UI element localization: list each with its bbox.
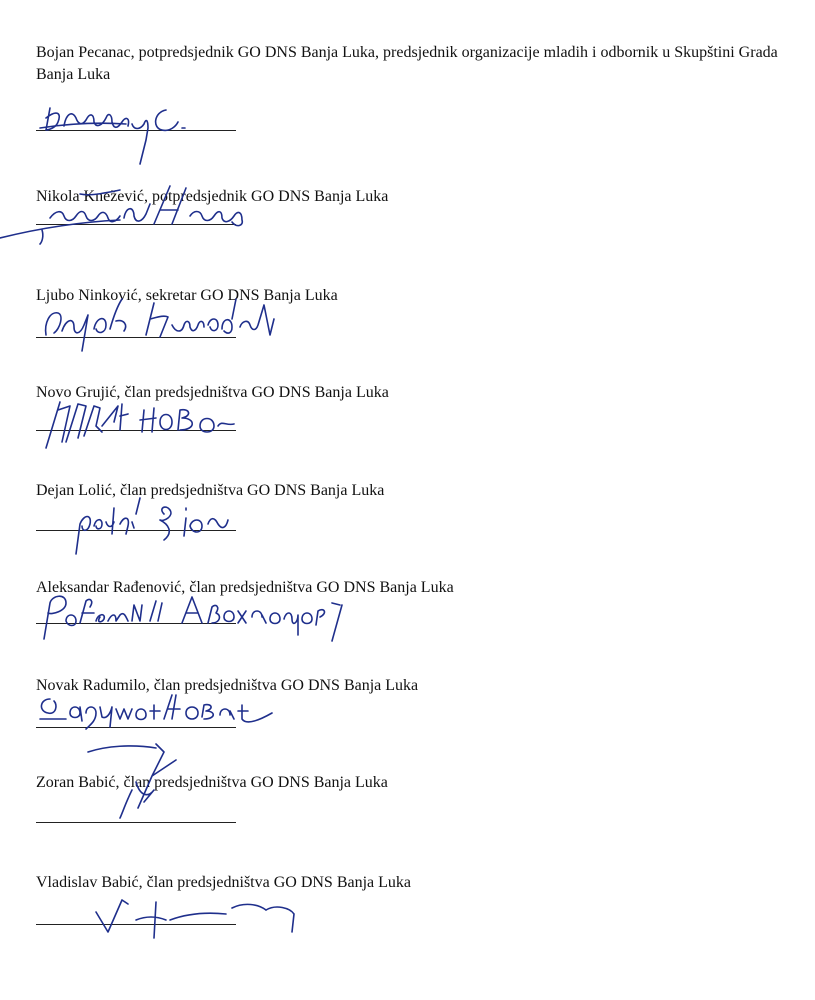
signatory-entry [36, 382, 796, 404]
signatory-entry [36, 772, 796, 794]
signatory-text: Novak Radumilo, član predsjedništva GO DNS Banja Luka [36, 677, 419, 694]
signatory-text: Vladislav Babić, član predsjedništva GO DNS Banja Luka [36, 874, 412, 891]
signatory-entry [36, 577, 796, 599]
signatory-text: Novo Grujić, član predsjedništva GO DNS Banja Luka [36, 384, 389, 401]
signatory-text: Zoran Babić, član predsjedništva GO DNS Banja Luka [36, 774, 388, 791]
signature-line [36, 822, 236, 823]
handwritten-signature [36, 494, 266, 564]
signature-line [36, 130, 236, 131]
signatory-entry [36, 872, 796, 894]
signatory-text: Bojan Pecanac, potpredsjednik GO DNS Banja Luka, predsjednik organizacije mladih i odbornik u Skupštini Grada Banja Luka [36, 44, 778, 83]
handwritten-signature [36, 396, 266, 456]
signatory-entry [36, 285, 796, 307]
handwritten-signature [36, 100, 246, 180]
signature-line [36, 623, 236, 624]
signature-line [36, 337, 236, 338]
signatory-text: Aleksandar Rađenović, član predsjedništva GO DNS Banja Luka [36, 579, 454, 596]
signatory-text: Nikola Knežević, potpredsjednik GO DNS Banja Luka [36, 188, 389, 205]
signatory-entry [36, 42, 796, 86]
signature-line [36, 727, 236, 728]
signatory-entry [36, 675, 796, 697]
signature-line [36, 430, 236, 431]
signature-line [36, 224, 236, 225]
signatory-text: Ljubo Ninković, sekretar GO DNS Banja Luka [36, 287, 338, 304]
signatory-text: Dejan Lolić, član predsjedništva GO DNS Banja Luka [36, 482, 385, 499]
handwritten-signature [36, 890, 316, 946]
signature-line [36, 924, 236, 925]
signatory-entry [36, 480, 796, 502]
signatory-entry [36, 186, 796, 208]
signature-line [36, 530, 236, 531]
